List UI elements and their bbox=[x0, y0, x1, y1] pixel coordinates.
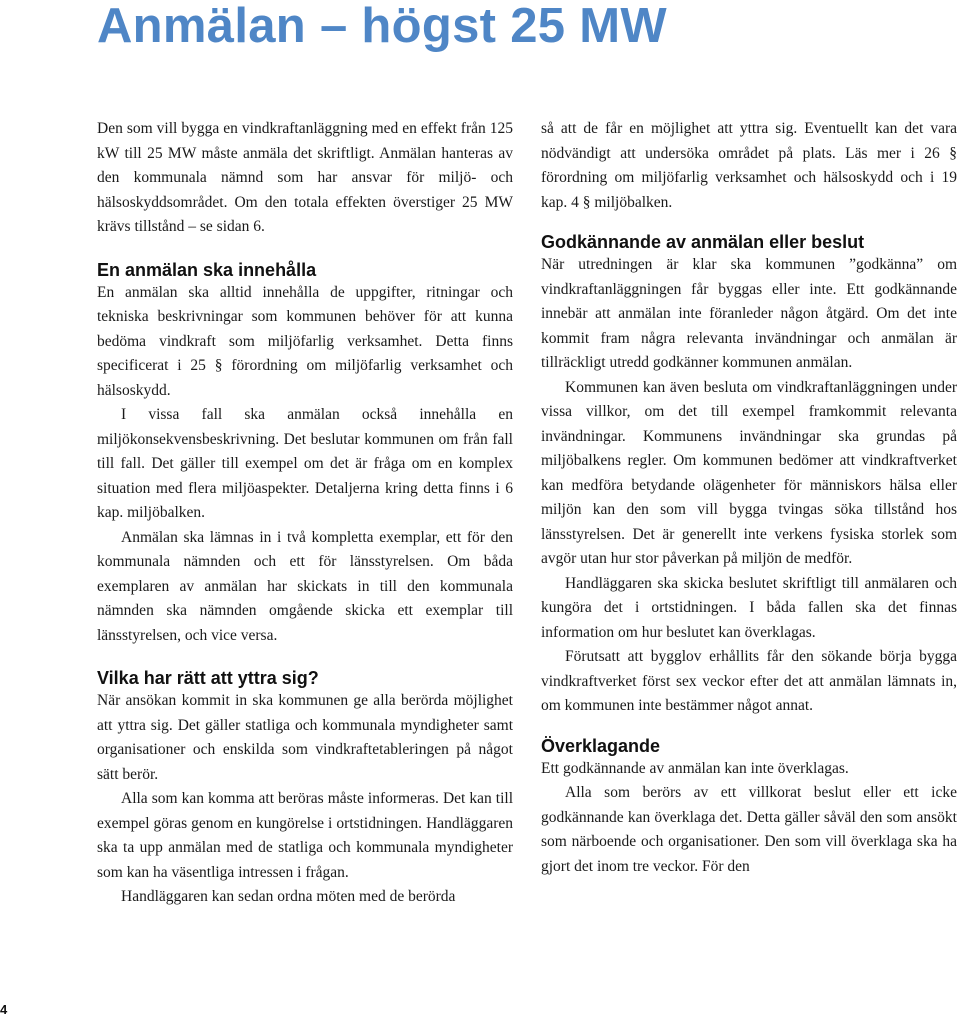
page-title: Anmälan – högst 25 MW bbox=[97, 0, 667, 53]
continued-paragraph: så att de får en möjlighet att yttra sig. Eventuellt kan det vara nödvändigt att undersöka området på plats. Läs mer i 26 § förordning om miljöfarlig verksamhet och hälsoskydd och i 19 kap. 4 § miljöbalken. bbox=[541, 120, 957, 211]
body-paragraph: Anmälan ska lämnas in i två kompletta exemplar, ett för den kommunala nämnden och ett för länsstyrelsen. Om båda exemplaren av anmälan har skickats in till den kommunala nämnden ska nämnden omgående skicka ett exemplar till länsstyrelsen, och vice versa. bbox=[97, 528, 513, 644]
body-paragraph: I vissa fall ska anmälan också innehålla en miljökonsekvensbeskrivning. Det beslutar kommunen om från fall till fall. Det gäller till exempel om det är fråga om en komplex situation med flera miljöaspekter. Detaljerna kring detta finns i 6 kap. miljöbalken. bbox=[97, 406, 513, 521]
section-heading-right-to-comment: Vilka har rätt att yttra sig? bbox=[97, 668, 319, 688]
left-column bbox=[97, 117, 513, 910]
page-number: 4 bbox=[0, 1002, 8, 1017]
body-paragraph: Alla som kan komma att beröras måste informeras. Det kan till exempel göras genom en kungörelse i ortstidningen. Handläggaren ska ta upp anmälan med de statliga och kommunala myndigheter som kan ha väsentliga intressen i frågan. bbox=[97, 790, 513, 881]
body-paragraph: Kommunen kan även besluta om vindkraftanläggningen under vissa villkor, om det till exempel framkommit relevanta invändningar. Kommunens invändningar ska grundas på miljöbalkens regler. Om kommunen bedömer att vindkraftverket kan medföra betydande olägenheter för människors hälsa eller miljön kan den som vill bygga tvingas söka tillstånd hos länsstyrelsen. Det är generellt inte verkens fysiska storlek som avgör utan hur stor påverkan på miljön de medför. bbox=[541, 378, 957, 567]
section-heading-appeal: Överklagande bbox=[541, 735, 661, 756]
body-paragraph: Förutsatt att bygglov erhållits får den sökande börja bygga vindkraftverket först sex veckor efter det att anmälan lämnats in, om kommunen inte bestämmer något annat. bbox=[541, 648, 957, 714]
body-paragraph: När ansökan kommit in ska kommunen ge alla berörda möjlighet att yttra sig. Det gäller statliga och kommunala myndigheter samt organisationer och enskilda som vindkraftetableringen på något sätt berör. bbox=[97, 692, 513, 783]
body-paragraph: Ett godkännande av anmälan kan inte överklagas. bbox=[541, 759, 849, 777]
section-heading-approval: Godkännande av anmälan eller beslut bbox=[541, 232, 865, 252]
intro-paragraph: Den som vill bygga en vindkraftanläggning med en effekt från 125 kW till 25 MW måste anmäla det skriftligt. Anmälan hanteras av den kommunala nämnd som har ansvar för miljö- och hälsoskyddsområdet. Om den totala effekten överstiger 25 MW krävs tillstånd – se sidan 6. bbox=[97, 120, 513, 235]
section-heading-contents: En anmälan ska innehålla bbox=[97, 259, 317, 280]
body-paragraph: Handläggaren ska skicka beslutet skriftligt till anmälaren och kungöra det i ortstidningen. I båda fallen ska det finnas information om hur beslutet kan överklagas. bbox=[541, 574, 957, 641]
body-paragraph: När utredningen är klar ska kommunen ”godkänna” om vindkraftanläggningen får byggas eller inte. Ett godkännande innebär att anmälan inte föranleder någon åtgärd. Om det inte kommit fram några relevanta invändningar och anmälan är tillräckligt utredd godkänner kommunen anmälan. bbox=[541, 256, 957, 371]
right-column bbox=[541, 117, 957, 879]
body-paragraph: Alla som berörs av ett villkorat beslut eller ett icke godkännande kan överklaga det. Detta gäller såväl den som ansökt som närboende och organisationer. Den som vill överklaga ska ha gjort det inom tre veckor. För den bbox=[541, 784, 957, 875]
body-paragraph: Handläggaren kan sedan ordna möten med de berörda bbox=[121, 888, 456, 905]
body-paragraph: En anmälan ska alltid innehålla de uppgifter, ritningar och tekniska beskrivningar som kommunen behöver för att kunna bedöma vindkraft som miljöfarlig verksamhet. Detta finns specificerat i 25 § förordning om miljöfarlig verksamhet och hälsoskydd. bbox=[97, 283, 513, 399]
